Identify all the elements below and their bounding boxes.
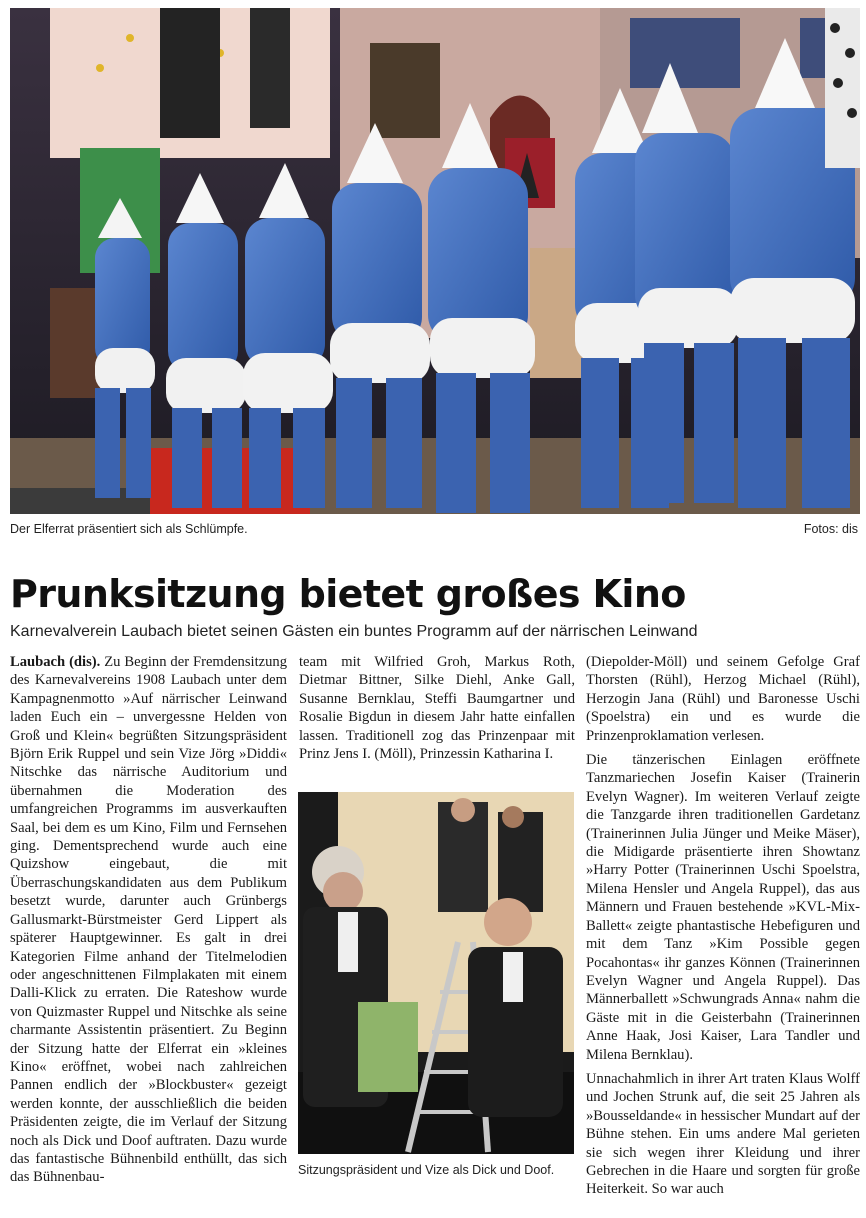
- article-paragraph: team mit Wilfried Groh, Markus Roth, Dietmar Bittner, Silke Diehl, Anke Gall, Susanne Bernklau, Steffi Baumgartner und Rosalie Bigdun in diesem Jahr hatte einfallen lassen. Traditionell zog das Prinzenpaar mit Prinz Jens I. (Möll), Prinzessin Katharina I.: [299, 654, 575, 763]
- top-photo-caption: Der Elferrat präsentiert sich als Schlümpfe.: [10, 522, 248, 536]
- article-column-3: [586, 653, 860, 1208]
- article-column-1: [10, 653, 287, 1208]
- article-paragraph: (Diepolder-Möll) und seinem Gefolge Graf Thorsten (Rühl), Herzog Michael (Rühl), Herzogin Jana (Rühl) und Baronesse Uschi (Spoelstra) ein und es wurde die Prinzenproklamation verlesen.: [586, 654, 860, 744]
- article-headline: Prunksitzung bietet großes Kino: [10, 572, 686, 616]
- top-photo-caption-row: [10, 520, 860, 538]
- article-paragraph: Unnachahmlich in ihrer Art traten Klaus Wolff und Jochen Strunk auf, die seit 25 Jahren als »Bousseldande« in hessischer Mundart auf der Bühne stehen. Ein ums andere Mal gerieten sie sich wegen ihrer Kleidung und ihrer Gebrechen in die Haare und sorgten für große Heiterkeit. So war auch: [586, 1070, 860, 1198]
- article-text: Zu Beginn der Fremdensitzung des Karnevalvereins 1908 Laubach unter dem Kampagnenmotto »Auf närrischer Leinwand laden Euch ein – unvergessne Helden von Groß und Klein« begrüßten Sitzungspräsident Björn Erik Ruppel und sein Vize Jörg »Diddi« Nitschke das närrische Auditorium und übernahmen die Moderation des umfangreichen Programms im ausverkauften Saal, bei dem es um Kino, Film und Fernsehen ging. Dementsprechend wurde auch eine Quizshow eingebaut, die mit Überraschungskandidaten aus dem Publikum besetzt wurde, darunter auch Grünbergs Gallusmarkt-Bürstmeister Gerd Lippert als späterer Hauptgewinner. Es galt in drei Kategorien Filme anhand der Titelmelodien oder angeschnittenen Filmplakaten mit einem Dalli-Klick zu erraten. Die Rateshow wurde von Quizmaster Ruppel und Nitschke als seine charmante Assistentin präsentiert. Zu Beginn der Sitzung hatte der Elferrat ein »kleines Kino« eröffnet, wobei nach zahlreichen Pannen endlich der »Blockbuster« gezeigt werden konnte, der ausschließlich die beiden Präsidenten zeigte, die im Verlauf der Sitzung noch als Dick und Doof auftraten. Dazu wurde das fantastische Bühnenbild enthüllt, das sich das Bühnenbau-: [10, 654, 287, 1186]
- article-dateline: Laubach (dis).: [10, 654, 101, 670]
- mid-photo-caption: Sitzungspräsident und Vize als Dick und Doof.: [298, 1163, 555, 1177]
- dick-und-doof-photo: [298, 792, 574, 1154]
- article-paragraph: Die tänzerischen Einlagen eröffnete Tanzmariechen Josefin Kaiser (Trainerin Evelyn Wagner). Im weiteren Verlauf zeigte die Tanzgarde ihren traditionellen Gardetanz (Trainerinnen Julia Jünger und Meike Mäser), die Midigarde präsentierte ihren Showtanz »Harry Potter (Trainerinnen Uschi Spoelstra, Milena Hensler und Angela Ruppel), das aus Männern und Frauen bestehende »KVL-Mix-Ballett« zeigte phantastische Hebefiguren und mit dem Tanz »Kim Possible gegen Pocahontas« ihr ganzes Können (Trainerinnen Evelyn Wagner und Angela Ruppel). Das Männerballett »Schwungrads Anna« nahm die Gäste mit in die Geisterbahn (Trainerinnen Anne Haak, Josi Kaiser, Lara Tandler und Milena Bernklau).: [586, 752, 860, 1063]
- article-column-2: [299, 653, 575, 773]
- article-subheadline: Karnevalverein Laubach bietet seinen Gästen ein buntes Programm auf der närrischen Leinwand: [10, 623, 698, 640]
- article-paragraph: [10, 653, 287, 1187]
- photo-credit: Fotos: dis: [803, 522, 858, 536]
- smurfs-stage-photo: [10, 8, 860, 514]
